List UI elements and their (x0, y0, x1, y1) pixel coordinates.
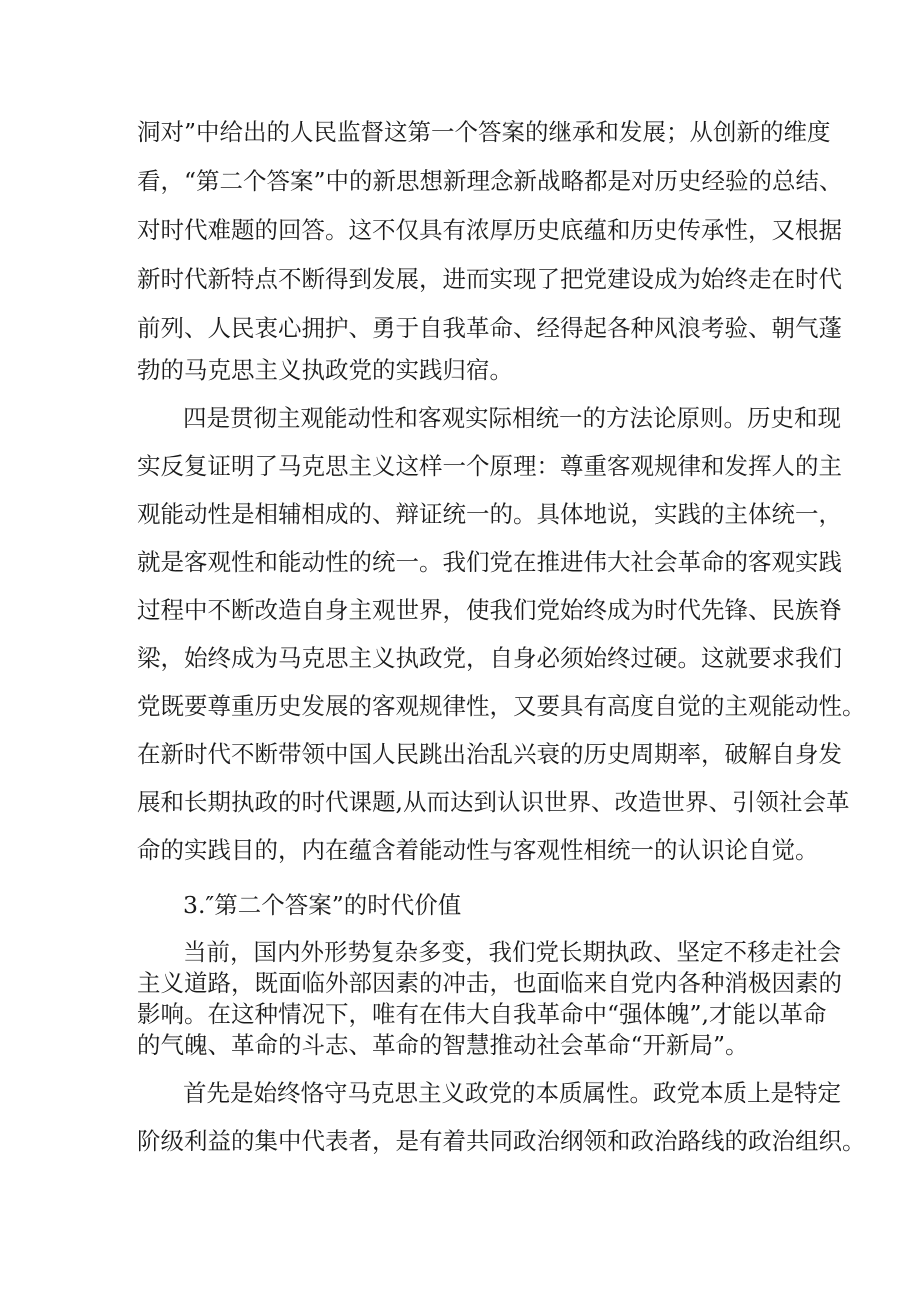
paragraph-first-line: 首先是始终恪守马克思主义政党的本质属性。政党本质上是特定 (183, 1079, 841, 1107)
section-heading: 3.″第二个答案”的时代价值 (183, 891, 462, 919)
paragraph-line: 梁，始终成为马克思主义执政党，自身必须始终过硬。这就要求我们 (137, 644, 842, 672)
paragraph-line: 就是客观性和能动性的统一。我们党在推进伟大社会革命的客观实践 (137, 548, 842, 576)
paragraph-line: 展和长期执政的时代课题,从而达到认识世界、改造世界、引领社会革 (137, 788, 850, 816)
paragraph-line: 主义道路，既面临外部因素的冲击，也面临来自党内各种消极因素的 (137, 969, 842, 997)
paragraph-line: 勃的马克思主义执政党的实践归宿。 (137, 356, 513, 384)
paragraph-line: 对时代难题的回答。这不仅具有浓厚历史底蕴和历史传承性，又根据 (137, 216, 842, 244)
paragraph-first-line: 当前，国内外形势复杂多变，我们党长期执政、坚定不移走社会 (183, 938, 841, 966)
paragraph-line: 命的实践目的，内在蕴含着能动性与客观性相统一的认识论自觉。 (137, 836, 819, 864)
paragraph-line: 过程中不断改造自身主观世界，使我们党始终成为时代先锋、民族脊 (137, 596, 842, 624)
paragraph-line: 在新时代不断带领中国人民跳出治乱兴衰的历史周期率，破解自身发 (137, 740, 842, 768)
paragraph-line: 新时代新特点不断得到发展，进而实现了把党建设成为始终走在时代 (137, 265, 842, 293)
paragraph-line: 洞对”中给出的人民监督这第一个答案的继承和发展；从创新的维度 (137, 118, 831, 146)
paragraph-line: 看，“第二个答案”中的新思想新理念新战略都是对历史经验的总结、 (137, 167, 843, 195)
paragraph-line: 影响。在这种情况下，唯有在伟大自我革命中“强体魄”,才能以革命 (137, 1000, 827, 1028)
paragraph-first-line: 四是贯彻主观能动性和客观实际相统一的方法论原则。历史和现 (183, 404, 841, 432)
paragraph-line: 实反复证明了马克思主义这样一个原理：尊重客观规律和发挥人的主 (137, 452, 842, 480)
paragraph-line: 的气魄、革命的斗志、革命的智慧推动社会革命“开新局”。 (137, 1031, 749, 1059)
paragraph-line: 党既要尊重历史发展的客观规律性，又要具有高度自觉的主观能动性。 (137, 692, 866, 720)
paragraph-line: 观能动性是相辅相成的、辩证统一的。具体地说，实践的主体统一， (137, 500, 842, 528)
paragraph-line: 阶级利益的集中代表者，是有着共同政治纲领和政治路线的政治组织。 (137, 1127, 866, 1155)
paragraph-line: 前列、人民衷心拥护、勇于自我革命、经得起各种风浪考验、朝气蓬 (137, 314, 842, 342)
